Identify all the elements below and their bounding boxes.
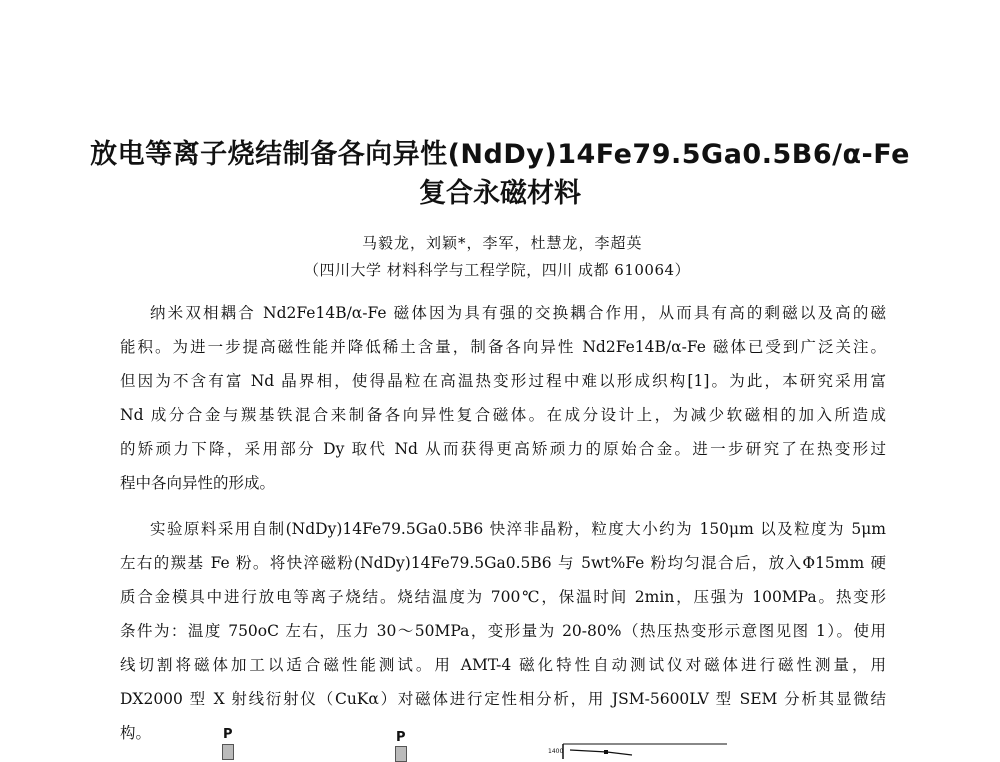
body-line-8: 左右的羰基 Fe 粉。将快淬磁粉(NdDy)14Fe79.5Ga0.5B6 与 5wt%Fe 粉均匀混合后，放入Φ15mm 硬 bbox=[120, 554, 886, 572]
affiliation: （四川大学 材料科学与工程学院，四川 成都 610064） bbox=[304, 261, 691, 279]
pressure-label-left: P bbox=[223, 727, 233, 742]
pressure-label-right: P bbox=[396, 730, 406, 745]
body-line-12: DX2000 型 X 射线衍射仪（CuKα）对磁体进行定性相分析，用 JSM-5600LV 型 SEM 分析其显微结 bbox=[120, 690, 886, 708]
punch-shape-left bbox=[222, 744, 234, 760]
paper-title-line2: 复合永磁材料 bbox=[419, 178, 581, 209]
body-line-1: 纳米双相耦合 Nd2Fe14B/α-Fe 磁体因为具有强的交换耦合作用，从而具有高的剩磁以及高的磁 bbox=[150, 304, 886, 322]
body-line-2: 能积。为进一步提高磁性能并降低稀土含量，制备各向异性 Nd2Fe14B/α-Fe 磁体已受到广泛关注。 bbox=[120, 338, 886, 356]
paper-title-line1: 放电等离子烧结制备各向异性(NdDy)14Fe79.5Ga0.5B6/α-Fe bbox=[90, 139, 910, 170]
body-line-9: 质合金模具中进行放电等离子烧结。烧结温度为 700℃，保温时间 2min，压强为 100MPa。热变形 bbox=[120, 588, 886, 606]
body-line-10: 条件为：温度 750oC 左右，压力 30～50MPa，变形量为 20-80%（热压热变形示意图见图 1）。使用 bbox=[120, 622, 886, 640]
chart-tick-label: 1400 bbox=[548, 748, 564, 755]
body-line-5: 的矫顽力下降，采用部分 Dy 取代 Nd 从而获得更高矫顽力的原始合金。进一步研究了在热变形过 bbox=[120, 440, 886, 458]
body-line-7: 实验原料采用自制(NdDy)14Fe79.5Ga0.5B6 快淬非晶粉，粒度大小约为 150μm 以及粒度为 5μm bbox=[150, 520, 886, 538]
body-line-11: 线切割将磁体加工以适合磁性能测试。用 AMT-4 磁化特性自动测试仪对磁体进行磁性测量，用 bbox=[120, 656, 886, 674]
punch-shape-right bbox=[395, 746, 407, 762]
body-line-4: Nd 成分合金与羰基铁混合来制备各向异性复合磁体。在成分设计上，为减少软磁相的加入所造成 bbox=[120, 406, 886, 424]
chart-axes bbox=[562, 742, 732, 759]
author-list: 马毅龙，刘颖*，李军，杜慧龙，李超英 bbox=[362, 234, 643, 252]
body-line-13: 构。 bbox=[120, 724, 152, 742]
body-line-6: 程中各向异性的形成。 bbox=[120, 474, 276, 492]
body-line-3: 但因为不含有富 Nd 晶界相，使得晶粒在高温热变形过程中难以形成织构[1]。为此，本研究采用富 bbox=[120, 372, 886, 390]
